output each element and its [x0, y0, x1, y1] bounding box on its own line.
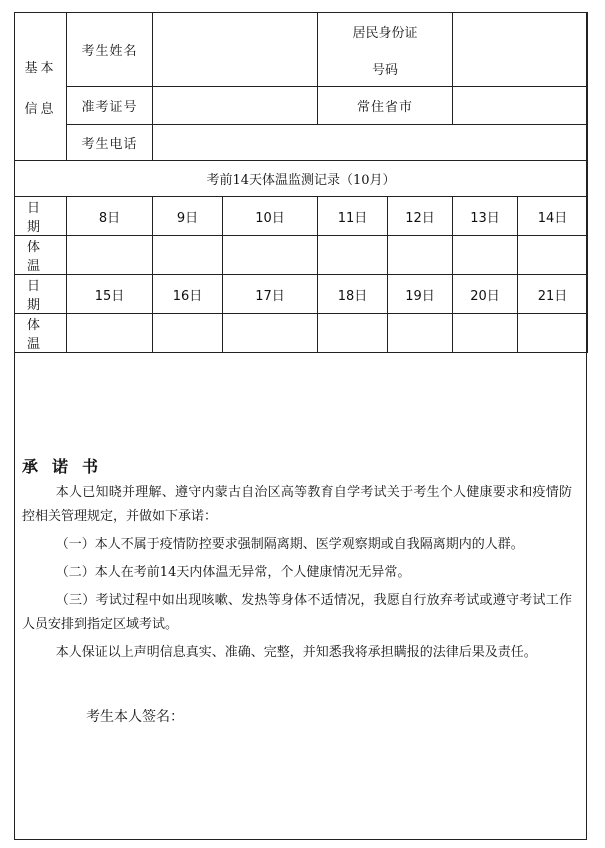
temp-cell[interactable]	[518, 236, 588, 275]
date-cell: 15日	[67, 275, 153, 314]
date-cell: 8日	[67, 197, 153, 236]
pledge-item-2: （二）本人在考前14天内体温无异常，个人健康情况无异常。	[55, 565, 411, 580]
signature-label: 考生本人签名：	[86, 709, 184, 725]
temp-cell[interactable]	[67, 236, 153, 275]
name-label: 考生姓名	[67, 13, 153, 87]
id-label	[318, 13, 453, 87]
pledge-closing: 本人保证以上声明信息真实、准确、完整，并知悉我将承担瞒报的法律后果及责任。	[55, 645, 537, 660]
pledge-title: 承诺书	[22, 457, 113, 476]
temp-cell[interactable]	[153, 236, 223, 275]
date-cell: 16日	[153, 275, 223, 314]
name-field[interactable]	[153, 13, 318, 87]
temp-cell[interactable]	[518, 314, 588, 353]
temp-cell[interactable]	[388, 314, 453, 353]
temperature-title: 考前14天体温监测记录（10月）	[15, 161, 588, 197]
temp-cell[interactable]	[388, 236, 453, 275]
date-cell: 18日	[318, 275, 388, 314]
section-label-line2: 信息	[24, 101, 57, 117]
temp-cell[interactable]	[223, 314, 318, 353]
section-label-line1: 基本	[24, 60, 57, 76]
temp-cell[interactable]	[453, 236, 518, 275]
province-label: 常住省市	[318, 87, 453, 125]
date-cell: 13日	[453, 197, 518, 236]
date-cell: 11日	[318, 197, 388, 236]
temp-label-row2: 体 温	[15, 314, 67, 353]
temp-cell[interactable]	[318, 236, 388, 275]
pledge-section	[22, 455, 572, 669]
pledge-item-3: （三）考试过程中如出现咳嗽、发热等身体不适情况，我愿自行放弃考试或遵守考试工作人员安排到指定区域考试。	[22, 593, 572, 632]
temp-cell[interactable]	[453, 314, 518, 353]
temp-cell[interactable]	[153, 314, 223, 353]
date-cell: 9日	[153, 197, 223, 236]
pledge-item-1: （一）本人不属于疫情防控要求强制隔离期、医学观察期或自我隔离期内的人群。	[55, 537, 524, 552]
date-cell: 14日	[518, 197, 588, 236]
phone-field[interactable]	[153, 125, 588, 161]
date-cell: 19日	[388, 275, 453, 314]
temp-cell[interactable]	[318, 314, 388, 353]
date-label-row2: 日 期	[15, 275, 67, 314]
id-field[interactable]	[453, 13, 588, 87]
pledge-intro: 本人已知晓并理解、遵守内蒙古自治区高等教育自学考试关于考生个人健康要求和疫情防控相关管理规定，并做如下承诺：	[22, 485, 572, 524]
temp-cell[interactable]	[223, 236, 318, 275]
date-cell: 10日	[223, 197, 318, 236]
registration-table	[14, 12, 588, 353]
temp-cell[interactable]	[67, 314, 153, 353]
ticket-field[interactable]	[153, 87, 318, 125]
temp-label-row1: 体 温	[15, 236, 67, 275]
date-cell: 20日	[453, 275, 518, 314]
id-label-line2: 号码	[372, 62, 399, 78]
ticket-label: 准考证号	[67, 87, 153, 125]
date-cell: 12日	[388, 197, 453, 236]
basic-info-section-label	[15, 13, 67, 161]
date-cell: 21日	[518, 275, 588, 314]
phone-label: 考生电话	[67, 125, 153, 161]
date-cell: 17日	[223, 275, 318, 314]
province-field[interactable]	[453, 87, 588, 125]
id-label-line1: 居民身份证	[352, 25, 418, 41]
date-label-row1: 日 期	[15, 197, 67, 236]
